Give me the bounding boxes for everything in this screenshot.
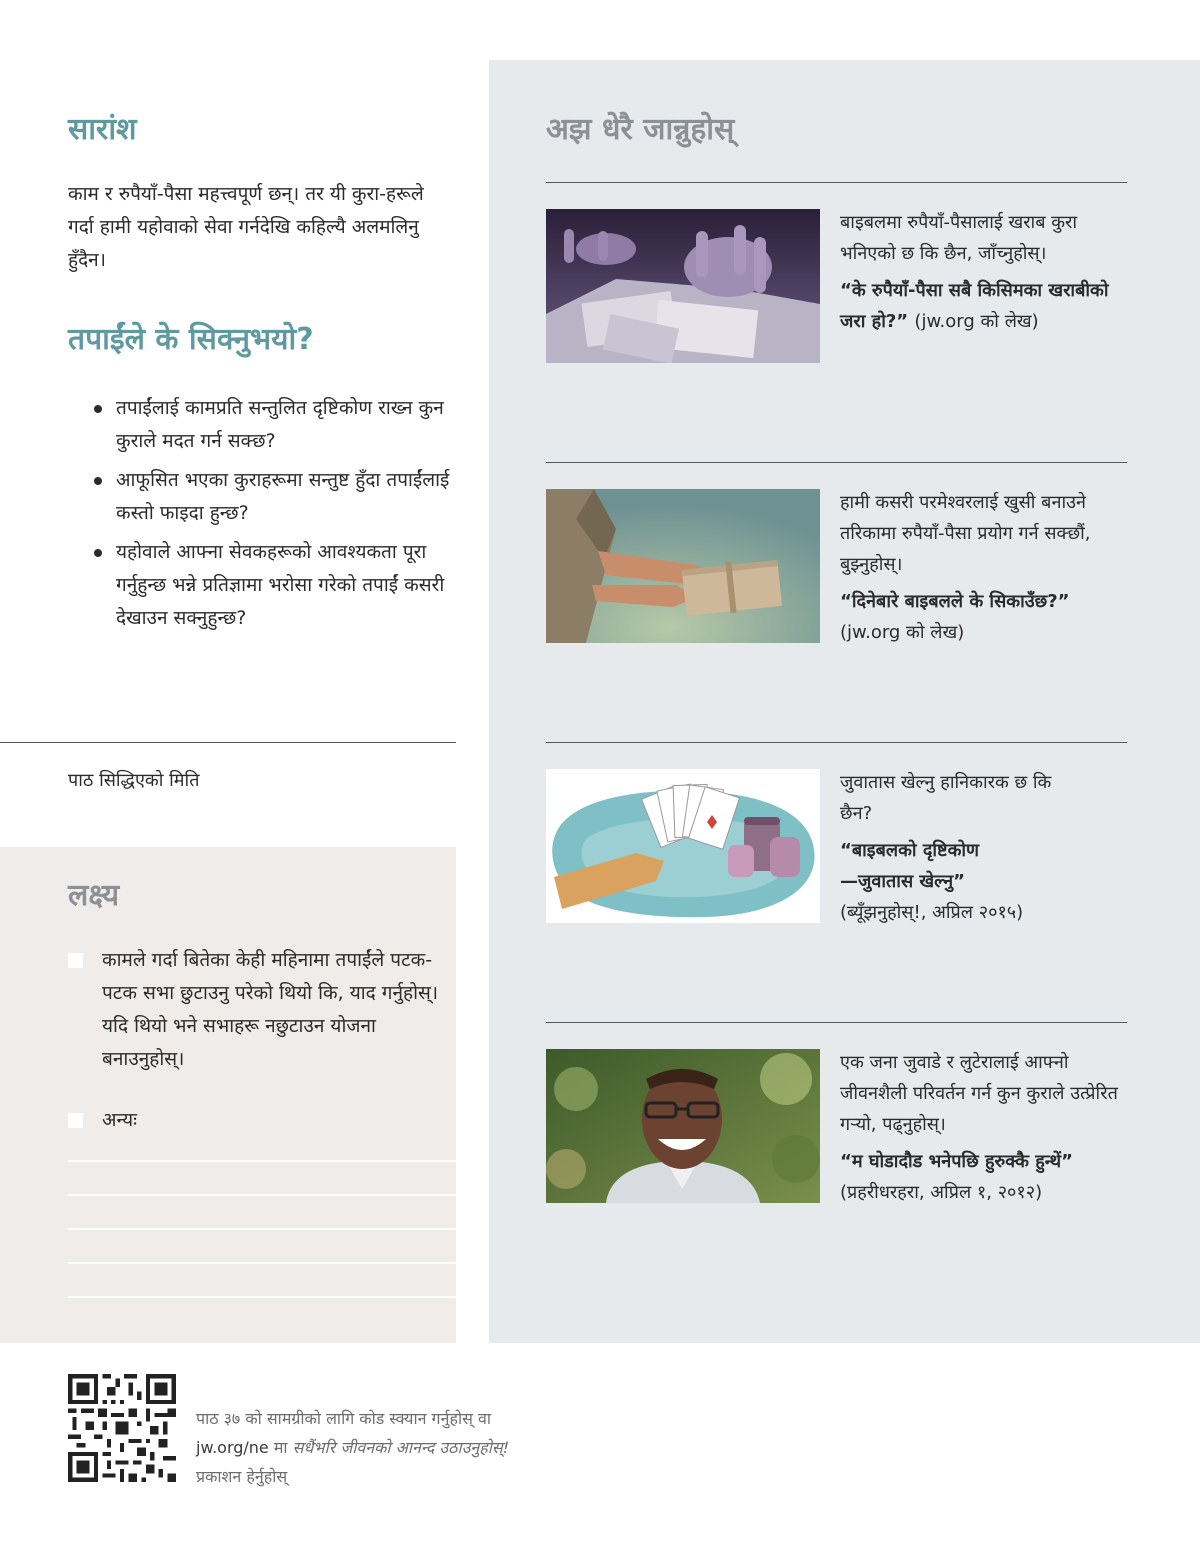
divider bbox=[546, 462, 1127, 463]
write-line[interactable] bbox=[68, 1262, 456, 1264]
article-source: (jw.org को लेख) bbox=[914, 311, 1039, 332]
giving-gift-image[interactable] bbox=[546, 489, 820, 643]
footer-note bbox=[196, 1404, 616, 1491]
learned-question-list bbox=[92, 392, 452, 641]
summary-heading: सारांश bbox=[68, 112, 137, 147]
footer-line3: प्रकाशन हेर्नुहोस् bbox=[196, 1467, 288, 1486]
goal-option[interactable] bbox=[68, 944, 448, 1076]
footer-url[interactable]: jw.org/ne bbox=[196, 1438, 269, 1457]
write-line[interactable] bbox=[68, 1228, 456, 1230]
more-item-description: हामी कसरी परमेश्वरलाई खुसी बनाउने तरिकामा रुपैयाँ-पैसा प्रयोग गर्न सक्छौं, बुझ्नुहोस्। bbox=[840, 492, 1091, 575]
smiling-man-image[interactable] bbox=[546, 1049, 820, 1203]
write-line[interactable] bbox=[68, 1160, 456, 1162]
goal-checkbox[interactable] bbox=[68, 953, 83, 968]
goal-panel bbox=[0, 847, 456, 1343]
divider bbox=[546, 182, 1127, 183]
learned-question: यहोवाले आफ्ना सेवकहरूको आवश्यकता पूरा गर्नुहुन्छ भन्ने प्रतिज्ञामा भरोसा गरेको तपाईं कसरी देखाउन सक्नुहुन्छ? bbox=[92, 536, 452, 635]
goal-checkbox[interactable] bbox=[68, 1113, 83, 1128]
article-title[interactable]: “बाइबलको दृष्टिकोण —जुवातास खेल्नु” bbox=[840, 840, 980, 892]
more-item-description: बाइबलमा रुपैयाँ-पैसालाई खराब कुरा भनिएको छ कि छैन, जाँच्नुहोस्। bbox=[840, 212, 1078, 264]
goal-option-other[interactable] bbox=[68, 1104, 448, 1137]
learned-heading: तपाईंले के सिक्नुभयो? bbox=[68, 322, 314, 357]
article-source: (प्रहरीधरहरा, अप्रिल १, २०१२) bbox=[840, 1182, 1043, 1203]
more-item-description: जुवातास खेल्नु हानिकारक छ कि छैन? bbox=[840, 772, 1052, 824]
goal-heading: लक्ष्य bbox=[68, 878, 120, 913]
divider bbox=[546, 1022, 1127, 1023]
gambling-cards-image[interactable] bbox=[546, 769, 820, 923]
article-title[interactable]: “म घोडादौड भनेपछि हुरुक्कै हुन्थें” bbox=[840, 1151, 1073, 1172]
write-line[interactable] bbox=[68, 1296, 456, 1298]
more-item bbox=[840, 767, 1130, 928]
article-source: (ब्यूँझनुहोस्!, अप्रिल २०१५) bbox=[840, 902, 1024, 923]
footer-mid: मा bbox=[268, 1438, 293, 1457]
learned-question: आफूसित भएका कुराहरूमा सन्तुष्ट हुँदा तपाईंलाई कस्तो फाइदा हुन्छ? bbox=[92, 464, 452, 530]
article-link[interactable] bbox=[840, 275, 1130, 337]
goal-option-text: कामले गर्दा बितेका केही महिनामा तपाईंले पटक-पटक सभा छुटाउनु परेको थियो कि, याद गर्नुहोस्। यदि थियो भने सभाहरू नछुटाउन योजना बनाउनुहोस्। bbox=[102, 949, 439, 1070]
summary-text: काम र रुपैयाँ-पैसा महत्त्वपूर्ण छन्। तर यी कुरा-हरूले गर्दा हामी यहोवाको सेवा गर्नदेखि कहिल्यै अलमलिनु हुँदैन। bbox=[68, 183, 424, 271]
footer-publication: सधैंभरि जीवनको आनन्द उठाउनुहोस्! bbox=[292, 1438, 510, 1457]
money-hands-image[interactable] bbox=[546, 209, 820, 363]
more-item bbox=[840, 1047, 1130, 1208]
more-heading: अझ धेरै जान्नुहोस् bbox=[546, 112, 735, 147]
article-title[interactable]: “के रुपैयाँ-पैसा सबै किसिमका खराबीको जरा हो?” bbox=[840, 280, 1109, 332]
divider bbox=[0, 742, 456, 743]
more-item-description: एक जना जुवाडे र लुटेरालाई आफ्नो जीवनशैली परिवर्तन गर्न कुन कुराले उत्प्रेरित गऱ्यो, पढ्नुहोस्। bbox=[840, 1052, 1118, 1135]
qr-code[interactable] bbox=[68, 1374, 176, 1482]
completion-date-label: पाठ सिद्धिएको मिति bbox=[68, 770, 200, 791]
footer-line1: पाठ ३७ को सामग्रीको लागि कोड स्क्यान गर्नुहोस् वा bbox=[196, 1409, 492, 1428]
goal-option-text: अन्यः bbox=[102, 1109, 137, 1131]
more-item bbox=[840, 207, 1130, 337]
write-line[interactable] bbox=[68, 1194, 456, 1196]
article-title[interactable]: “दिनेबारे बाइबलले के सिकाउँछ?” bbox=[840, 591, 1070, 612]
more-item bbox=[840, 487, 1130, 648]
learned-question: तपाईंलाई कामप्रति सन्तुलित दृष्टिकोण राख्न कुन कुराले मदत गर्न सक्छ? bbox=[92, 392, 452, 458]
divider bbox=[546, 742, 1127, 743]
article-source: (jw.org को लेख) bbox=[840, 622, 965, 643]
